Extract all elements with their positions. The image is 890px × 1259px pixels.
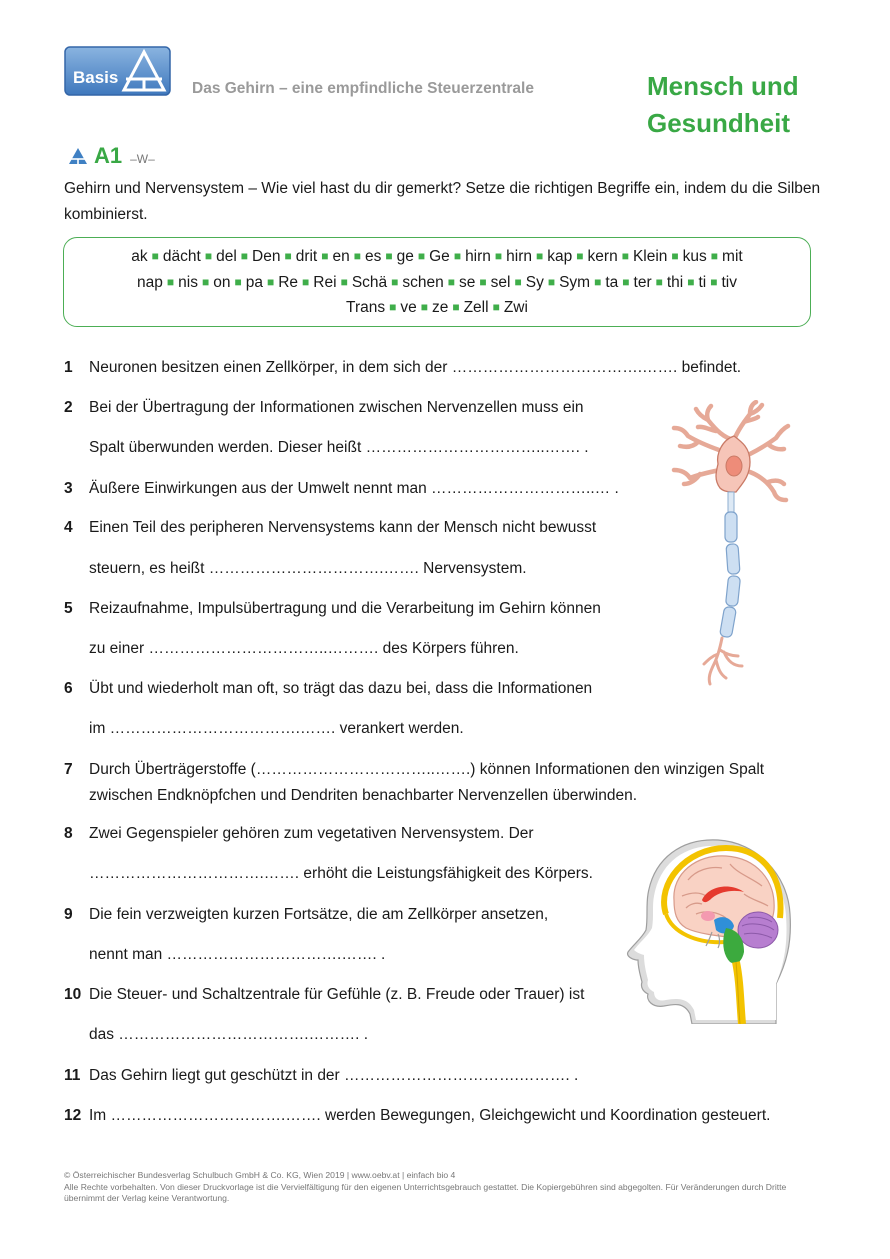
question-text-line2: das ……………………………….………. .	[89, 1026, 369, 1043]
question-text: Zwei Gegenspieler gehören zum vegetativen Nervensystem. Der	[89, 825, 534, 842]
syllable: kap	[547, 248, 573, 265]
syllable: pa	[245, 273, 263, 291]
green-square-icon: ■	[353, 249, 361, 263]
syllable: Ge	[429, 248, 450, 265]
syllable: ter	[633, 273, 652, 291]
question-text-line2: nennt man …………………………….……. .	[89, 946, 386, 963]
syllable: hirn	[506, 248, 533, 265]
syllable-box	[63, 237, 811, 327]
footer-line2: Alle Rechte vorbehalten. Von dieser Druckvorlage ist die Vervielfältigung für den eigenen Unterrichtsgebrauch gestattet. Die Kopiergebühren sind abgegolten. Für Veränderungen durch Dritte übernimmt der Verlag keine Verantwortung.	[64, 1181, 787, 1203]
syllable: Klein	[632, 248, 668, 265]
green-square-icon: ■	[514, 274, 522, 289]
question-text-line2: steuern, es heißt …………………………….……. Nervensystem.	[89, 560, 527, 577]
question-number: 12	[64, 1107, 82, 1124]
question-number: 1	[64, 359, 73, 376]
syllable: on	[213, 273, 231, 291]
green-square-icon: ■	[166, 274, 175, 289]
green-square-icon: ■	[340, 274, 348, 289]
green-square-icon: ■	[391, 274, 399, 289]
green-square-icon: ■	[536, 249, 544, 263]
green-square-icon: ■	[302, 274, 310, 289]
section-title	[647, 68, 799, 142]
green-square-icon: ■	[494, 249, 503, 263]
syllable: schen	[402, 273, 444, 291]
question-number: 9	[64, 906, 73, 923]
task-level: –W–	[130, 152, 155, 166]
question-text: Bei der Übertragung der Informationen zwischen Nervenzellen muss ein	[89, 399, 584, 416]
green-square-icon: ■	[452, 300, 460, 314]
green-square-icon: ■	[234, 274, 242, 289]
green-square-icon: ■	[447, 274, 456, 289]
syllable: del	[216, 248, 237, 265]
green-square-icon: ■	[284, 249, 292, 263]
syllable: tiv	[721, 273, 737, 291]
syllable: Trans	[346, 299, 386, 316]
brain-head-illustration	[626, 834, 792, 1024]
question-number: 4	[64, 519, 73, 536]
syllable: sel	[490, 273, 511, 291]
green-square-icon: ■	[622, 274, 630, 289]
section-title-line2: Gesundheit	[647, 108, 791, 138]
basis-logo	[64, 46, 171, 96]
question-number: 11	[64, 1067, 81, 1084]
syllable: nis	[178, 273, 198, 291]
syllable: Schä	[351, 273, 388, 291]
question-text: Neuronen besitzen einen Zellkörper, in dem sich der ……………………………….……. befindet.	[89, 359, 742, 376]
green-square-icon: ■	[420, 300, 428, 314]
green-square-icon: ■	[655, 274, 663, 289]
question-text: Das Gehirn liegt gut geschützt in der …………………………….………. .	[89, 1067, 579, 1084]
syllable-line	[74, 295, 800, 321]
green-square-icon: ■	[453, 249, 462, 263]
question-number: 10	[64, 986, 82, 1003]
green-square-icon: ■	[389, 300, 397, 314]
green-square-icon: ■	[710, 274, 718, 289]
question-number: 7	[64, 761, 73, 778]
green-square-icon: ■	[547, 274, 556, 289]
question-text: Die fein verzweigten kurzen Fortsätze, die am Zellkörper ansetzen,	[89, 906, 549, 923]
syllable: kus	[682, 248, 707, 265]
syllable: Den	[252, 248, 281, 265]
green-square-icon: ■	[385, 249, 393, 263]
syllable: ak	[131, 248, 148, 265]
question-number: 2	[64, 399, 73, 416]
question-text: Reizaufnahme, Impulsübertragung und die Verarbeitung im Gehirn können	[89, 600, 601, 617]
question-text: Einen Teil des peripheren Nervensystems kann der Mensch nicht bewusst	[89, 519, 597, 536]
question-text: Übt und wiederholt man oft, so trägt das dazu bei, dass die Informationen	[89, 680, 593, 697]
syllable: ve	[400, 299, 417, 316]
syllable: dächt	[162, 248, 201, 265]
syllable: en	[332, 248, 350, 265]
green-square-icon: ■	[621, 249, 629, 263]
level-triangle-icon	[68, 147, 88, 165]
syllable: ta	[605, 273, 619, 291]
question-number: 8	[64, 825, 73, 842]
syllable-line	[74, 244, 800, 270]
green-square-icon: ■	[479, 274, 487, 289]
syllable: Rei	[313, 273, 337, 291]
syllable: Zwi	[503, 299, 528, 316]
footer-line1: © Österreichischer Bundesverlag Schulbuch GmbH & Co. KG, Wien 2019 | www.oebv.at | einfach bio 4	[64, 1170, 456, 1180]
question-text-line2: zu einer ……………………………..………. des Körpers führen.	[89, 640, 519, 657]
question-text-line2: …………………………….……. erhöht die Leistungsfähigkeit des Körpers.	[89, 865, 593, 882]
syllable: ti	[698, 273, 707, 291]
syllable: kern	[587, 248, 618, 265]
syllable: thi	[666, 273, 684, 291]
syllable: nap	[137, 273, 163, 291]
question-text: Durch Überträgerstoffe (……………………………..…….) können Informationen den winzigen Spalt zwischen Endknöpfchen und Dendriten benachbarter Nervenzellen überwinden.	[89, 761, 765, 804]
syllable: es	[365, 248, 382, 265]
question-text: Im …………………………….……. werden Bewegungen, Gleichgewicht und Koordination gesteuert.	[89, 1107, 771, 1124]
page-subtitle: Das Gehirn – eine empfindliche Steuerzentrale	[192, 80, 534, 97]
syllable: mit	[722, 248, 743, 265]
green-square-icon: ■	[594, 274, 602, 289]
question-text: Die Steuer- und Schaltzentrale für Gefühle (z. B. Freude oder Trauer) ist	[89, 986, 585, 1003]
question-number: 5	[64, 600, 73, 617]
green-square-icon: ■	[321, 249, 329, 263]
green-square-icon: ■	[151, 249, 159, 263]
section-title-line1: Mensch und	[647, 71, 799, 101]
question-number: 6	[64, 680, 73, 697]
green-square-icon: ■	[204, 249, 213, 263]
syllable: se	[459, 273, 476, 291]
logo-text: Basis	[73, 68, 119, 87]
syllable: Re	[278, 273, 299, 291]
question-text: Äußere Einwirkungen aus der Umwelt nennt man …………………………..… .	[89, 480, 619, 497]
syllable: Zell	[463, 299, 489, 316]
task-instructions: Gehirn und Nervensystem – Wie viel hast du dir gemerkt? Setze die richtigen Begriffe ein, indem du die Silben kombinierst.	[64, 180, 821, 223]
green-square-icon: ■	[687, 274, 695, 289]
green-square-icon: ■	[417, 249, 426, 263]
task-code: A1	[94, 143, 123, 168]
green-square-icon: ■	[201, 274, 210, 289]
syllable: drit	[295, 248, 318, 265]
question-text-line2: Spalt überwunden werden. Dieser heißt ……………………………..……. .	[89, 439, 589, 456]
green-square-icon: ■	[710, 249, 719, 263]
syllable-line	[74, 270, 800, 296]
question-number: 3	[64, 480, 73, 497]
syllable: Sy	[525, 273, 544, 291]
syllable: Sym	[559, 273, 591, 291]
neuron-illustration	[664, 400, 794, 690]
task-header	[68, 143, 155, 169]
green-square-icon: ■	[576, 249, 584, 263]
green-square-icon: ■	[492, 300, 500, 314]
green-square-icon: ■	[266, 274, 275, 289]
green-square-icon: ■	[240, 249, 249, 263]
green-square-icon: ■	[671, 249, 679, 263]
copyright-footer	[64, 1170, 824, 1205]
question-text-line2: im ……………………………….……. verankert werden.	[89, 720, 464, 737]
syllable: hirn	[465, 248, 491, 265]
syllable: ze	[431, 299, 449, 316]
syllable: ge	[396, 248, 414, 265]
